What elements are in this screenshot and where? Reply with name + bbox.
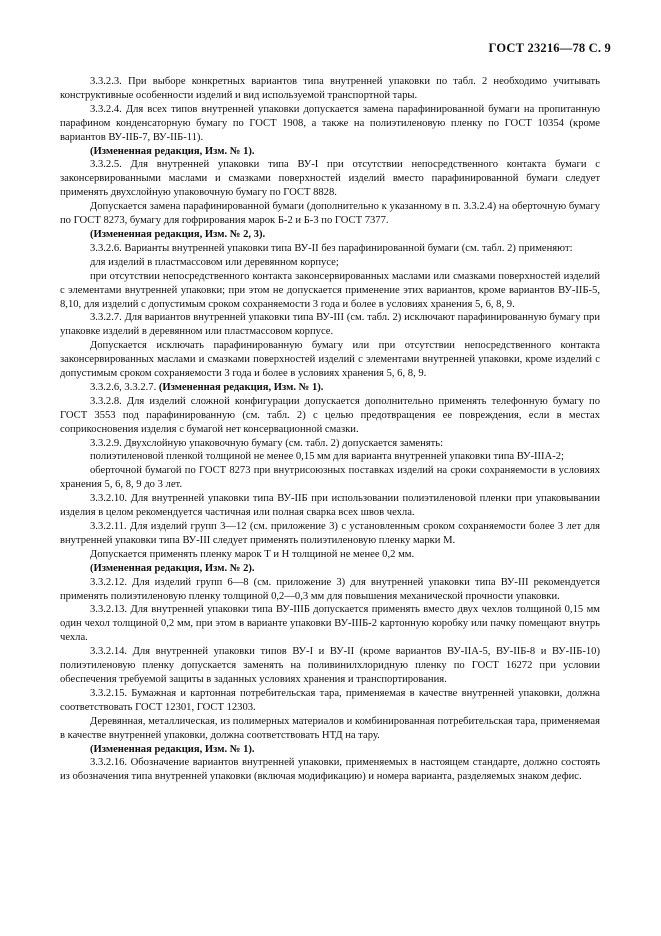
paragraph: Допускается исключать парафинированную бумагу или при отсутствии непосредственного контакта законсервированных маслами и смазками поверхностей изделий с элементами внутренней упаковки, кроме изделий с допустимым сроком сохраняемости 3 года и более в условиях хранения 5, 6, 8, 9. [60,340,600,380]
paragraph: полиэтиленовой пленкой толщиной не менее 0,15 мм для варианта внутренней упаковки типа ВУ-IIIА-2; [90,451,565,463]
paragraph: для изделий в пластмассовом или деревянном корпусе; [90,256,339,268]
amendment-note: (Измененная редакция, Изм. № 2). [90,562,255,574]
paragraph: Допускается замена парафинированной бумаги (дополнительно к указанному в п. 3.3.2.4) на оберточную бумагу по ГОСТ 8273, бумагу для гофрирования марок Б-2 и Б-3 по ГОСТ 7377. [60,201,600,227]
amendment-note: (Измененная редакция, Изм. № 1). [90,743,255,755]
clause-reference: 3.3.2.6, 3.3.2.7. [90,381,157,393]
paragraph: Допускается применять пленку марок Т и Н толщиной не менее 0,2 мм. [90,548,415,560]
document-body [60,75,600,784]
amendment-note: (Измененная редакция, Изм. № 2, 3). [90,228,266,240]
paragraph: 3.3.2.4. Для всех типов внутренней упаковки допускается замена парафинированной бумаги на пропитанную парафином конденсаторную бумагу по ГОСТ 1908, а также на полиэтиленовую пленку по ГОСТ 10354 (кроме вариантов ВУ-IIБ-7, ВУ-IIБ-11). [60,103,600,143]
paragraph: оберточной бумагой по ГОСТ 8273 при внутрисоюзных поставках изделий на сроки сохраняемости в условиях хранения 5, 6, 8, 9 до 3 лет. [60,465,600,491]
page-header: ГОСТ 23216—78 С. 9 [488,41,611,55]
paragraph: 3.3.2.15. Бумажная и картонная потребительская тара, применяемая в качестве внутренней упаковки, должна соответствовать ГОСТ 12301, ГОСТ 12303. [60,687,600,713]
paragraph: при отсутствии непосредственного контакта законсервированных маслами или смазками поверхностей изделий с элементами внутренней упаковки; при этом не допускается применение этих вариантов, кроме вариантов ВУ-IIБ-5, 8,10, для изделий с допустимым сроком сохраняемости 3 года и более в условиях хранения 5, 6, 8, 9. [60,270,600,310]
paragraph: 3.3.2.6. Варианты внутренней упаковки типа ВУ-II без парафинированной бумаги (см. табл. 2) применяют: [90,242,573,254]
paragraph: 3.3.2.3. При выборе конкретных вариантов типа внутренней упаковки по табл. 2 необходимо учитывать конструктивные особенности изделий и вид используемой транспортной тары. [60,76,600,101]
amendment-note: (Измененная редакция, Изм. № 1). [156,381,324,393]
paragraph: 3.3.2.12. Для изделий групп 6—8 (см. приложение 3) для внутренней упаковки типа ВУ-III рекомендуется применять полиэтиленовую пленку толщиной 0,2—0,3 мм для повышения механической прочности упаковки. [60,576,600,602]
paragraph: 3.3.2.8. Для изделий сложной конфигурации допускается дополнительно применять телефонную бумагу по ГОСТ 3553 под парафинированную (см. табл. 2) с целью предотвращения ее повреждения, если в местах соприкосновения изделия с бумагой нет консервационной смазки. [60,395,600,435]
paragraph: 3.3.2.5. Для внутренней упаковки типа ВУ-I при отсутствии непосредственного контакта бумаги с законсервированными маслами и смазками поверхностей изделий вместо парафинированной бумаги следует применять двухслойную упаковочную бумагу по ГОСТ 8828. [60,159,600,199]
paragraph: 3.3.2.7. Для вариантов внутренней упаковки типа ВУ-III (см. табл. 2) исключают парафинированную бумагу при упаковке изделий в деревянном или пластмассовом корпусе. [60,312,600,338]
paragraph: 3.3.2.11. Для изделий групп 3—12 (см. приложение 3) с установленным сроком сохраняемости более 3 лет для внутренней упаковки типа ВУ-III следует применять полиэтиленовую пленку марки М. [60,521,600,546]
paragraph: 3.3.2.13. Для внутренней упаковки типа ВУ-IIIБ допускается применять вместо двух чехлов толщиной 0,15 мм один чехол толщиной 0,2 мм, при этом в варианте упаковки ВУ-IIIБ-2 картонную коробку или пачку помещают внутрь чехла. [60,604,600,644]
paragraph: 3.3.2.10. Для внутренней упаковки типа ВУ-IIБ при использовании полиэтиленовой пленки при упаковывании изделия в целом рекомендуется частичная или полная сварка всех швов чехла. [60,493,600,519]
paragraph: 3.3.2.14. Для внутренней упаковки типов ВУ-I и ВУ-II (кроме вариантов ВУ-IIА-5, ВУ-IIБ-8 и ВУ-IIБ-10) полиэтиленовую пленку допускается заменять на поливинилхлоридную пленку по ГОСТ 16272 при условии обеспечения требуемой защиты в заданных условиях хранения и транспортирования. [60,646,600,685]
paragraph: 3.3.2.9. Двухслойную упаковочную бумагу (см. табл. 2) допускается заменять: [90,437,444,449]
amendment-note: (Измененная редакция, Изм. № 1). [90,145,255,157]
paragraph: 3.3.2.16. Обозначение вариантов внутренней упаковки, применяемых в настоящем стандарте, должно состоять из обозначения типа внутренней упаковки (включая модификацию) и номера варианта, разделяемых знаком дефис. [60,757,600,783]
paragraph: Деревянная, металлическая, из полимерных материалов и комбинированная потребительская тара, применяемая в качестве внутренней упаковки, должна соответствовать НТД на тару. [60,715,600,741]
paragraph-with-amendment [60,381,600,395]
